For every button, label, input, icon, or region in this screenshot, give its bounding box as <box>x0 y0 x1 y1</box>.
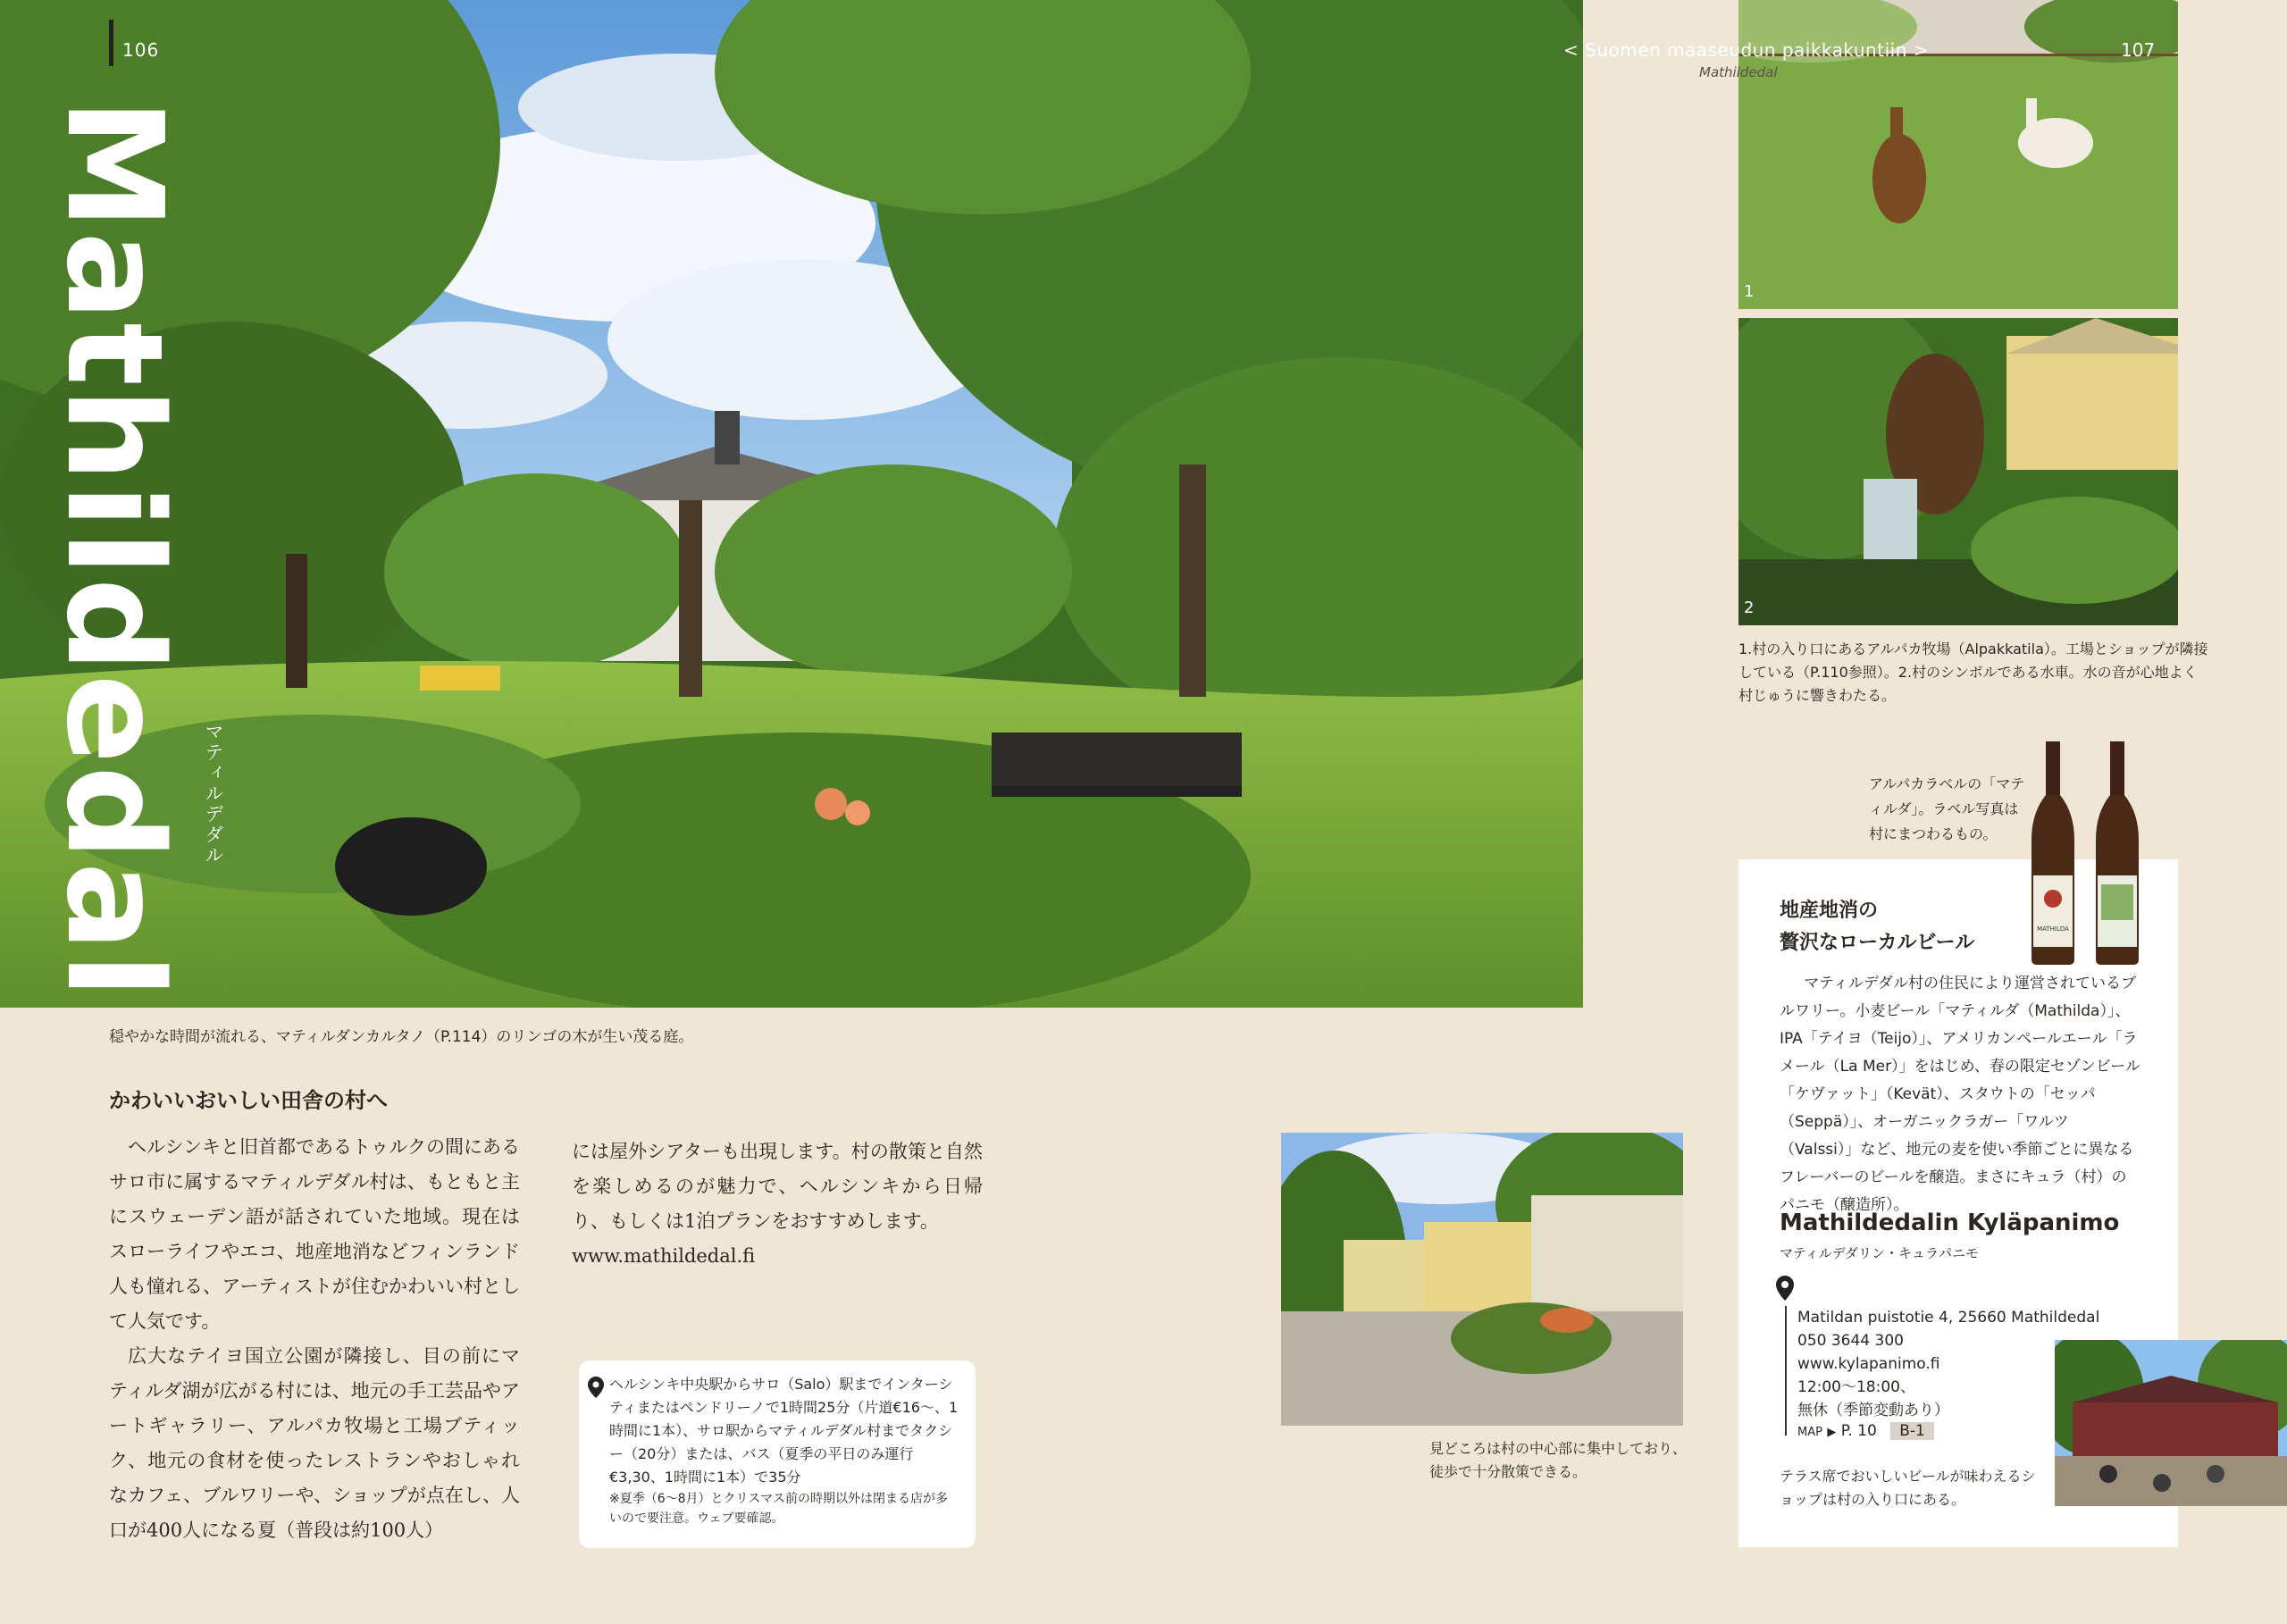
main-garden-photo <box>0 0 1583 1008</box>
map-pin-icon <box>1776 1276 1794 1304</box>
body-paragraph: 広大なテイヨ国立公園が隣接し、目の前にマティルダ湖が広がる村には、地元の手工芸品やアートギャラリー、アルパカ牧場と工場ブティック、地元の食材を使ったレストランやおしゃれなカフェ、ブルワリーや、ショップが点在し、人口が400人になる夏（普段は約100人） <box>109 1345 520 1541</box>
website-link[interactable]: www.mathildedal.fi <box>572 1245 756 1267</box>
village-photo-caption: 見どころは村の中心部に集中しており、徒歩で十分散策できる。 <box>1429 1440 1688 1480</box>
photo-number: 1 <box>1744 282 1755 301</box>
page-number-right: 107 <box>2121 39 2156 61</box>
section-heading: かわいいおいしい田舎の村へ <box>109 1088 388 1113</box>
body-paragraph: には屋外シアターも出現します。村の散策と自然を楽しめるのが魅力で、ヘルシンキから日帰り、もしくは1泊プランをおすすめします。 <box>572 1141 983 1232</box>
shop-hours: 12:00～18:00、 <box>1797 1378 1915 1396</box>
vertical-title: Mathildedal <box>38 98 191 1000</box>
map-pin-icon <box>588 1377 604 1405</box>
waterwheel-photo <box>1738 318 2178 625</box>
photos-caption: 1.村の入り口にあるアルパカ牧場（Alpakkatila）。工場とショップが隣接している（P.110参照）。2.村のシンボルである水車。水の音が心地よく村じゅうに響きわたる。 <box>1738 640 2208 704</box>
body-paragraph: ヘルシンキと旧首都であるトゥルクの間にあるサロ市に属するマティルデダル村は、もともと主にスウェーデン語が話されていた地域。現在はスローライフやエコ、地産地消などフィンランド人も憧れる、アーティストが住むかわいい村として人気です。 <box>109 1136 521 1332</box>
shop-website[interactable]: www.kylapanimo.fi <box>1797 1355 1940 1373</box>
map-label: MAP <box>1797 1426 1822 1439</box>
shop-name: Mathildedalin Kyläpanimo <box>1780 1210 2120 1236</box>
beer-bottle-image <box>2090 741 2144 965</box>
map-arrow-icon: ▶ <box>1827 1426 1837 1439</box>
shop-photo-caption-text: テラス席でおいしいビールが味わえるショップは村の入り口にある。 <box>1780 1468 2036 1508</box>
body-column-2 <box>572 1134 983 1274</box>
access-info-box <box>579 1360 976 1548</box>
shop-phone: 050 3644 300 <box>1797 1332 1904 1350</box>
access-text: ヘルシンキ中央駅からサロ（Salo）駅までインターシティまたはペンドリーノで1時間25分（片道€16～、1時間に1本）、サロ駅からマティルデダル村までタクシー（20分）または、バス（夏季の平日のみ運行€3,30、1時間に1本）で35分 <box>609 1376 959 1486</box>
beer-label-note <box>1869 772 2030 847</box>
body-column-1 <box>109 1130 520 1548</box>
page-marker-bar <box>109 20 113 66</box>
beer-label-note-text: アルパカラベルの「マティルダ」。ラベル写真は村にまつわるもの。 <box>1869 775 2025 842</box>
header-subtitle: Mathildedal <box>1699 64 1778 80</box>
photo-number: 2 <box>1744 599 1755 617</box>
shop-address: Matildan puistotie 4, 25660 Mathildedal <box>1797 1309 2100 1327</box>
shop-photo <box>2055 1340 2287 1506</box>
shop-kana: マティルデダリン・キュラパニモ <box>1780 1245 1980 1261</box>
card-heading-line: 贅沢なローカルビール <box>1780 932 1975 954</box>
beer-bottle-image <box>2026 741 2080 965</box>
access-note: ※夏季（6～8月）とクリスマス前の時期以外は閉まる店が多いので要注意。ウェブ要確認。 <box>609 1492 948 1526</box>
vertical-kana: マティルデダル <box>203 722 224 866</box>
header-title: < Suomen maaseudun paikkakuntiin > <box>1563 39 1929 61</box>
shop-map-ref <box>1797 1422 1934 1440</box>
card-heading <box>1780 895 1974 959</box>
shop-closed: 無休（季節変動あり） <box>1797 1402 1949 1419</box>
village-photo <box>1281 1133 1683 1426</box>
info-divider-line <box>1785 1306 1787 1436</box>
card-body-text: マティルデダル村の住民により運営されているブルワリー。小麦ビール「マティルダ（Mathilda）」、IPA「テイヨ（Teijo）」、アメリカンペールエール「ラメール（La Mer）」をはじめ、春の限定セゾンビール「ケヴァット」（Kevät）、スタウトの「セッパ（Seppä）」、オーガニックラガー「ワルツ（Valssi）」など、地元の麦を使い季節ごとに異なるフレーバーのビールを醸造。まさにキュラ（村）のパニモ（醸造所）。 <box>1780 975 2140 1214</box>
shop-photo-caption <box>1780 1465 2039 1511</box>
map-grid-badge: B-1 <box>1890 1422 1934 1440</box>
main-photo-caption: 穏やかな時間が流れる、マティルダンカルタノ（P.114）のリンゴの木が生い茂る庭。 <box>109 1028 694 1046</box>
bottle-label-text: MATHILDA <box>2037 925 2069 933</box>
map-page: P. 10 <box>1840 1422 1877 1440</box>
page-number-left: 106 <box>122 39 160 61</box>
card-heading-line: 地産地消の <box>1780 900 1879 922</box>
